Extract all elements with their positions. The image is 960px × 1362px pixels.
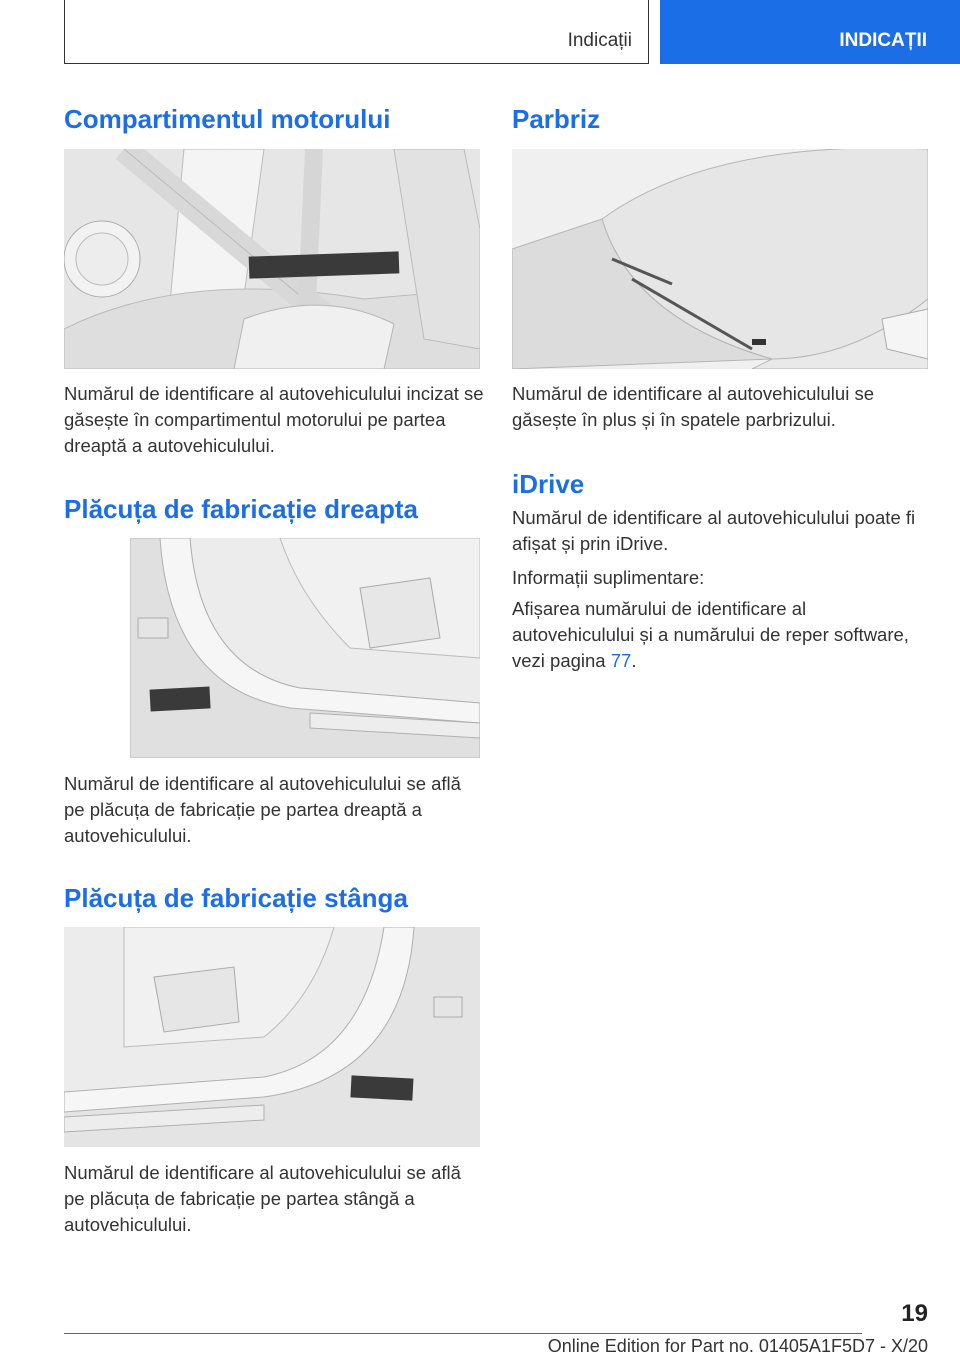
- more-info-label: Informații suplimentare:: [512, 567, 705, 588]
- plate-right-text: Numărul de identificare al autovehiculului se află pe plăcuța de fabricație pe partea dreaptă a autovehiculului.: [64, 773, 461, 846]
- header-section-title: Indicații: [567, 30, 632, 51]
- heading-plate-right: Plăcuța de fabricație dreapta: [64, 494, 419, 524]
- windshield-image: [512, 149, 928, 369]
- more-info-text-body: Afișarea numărului de identificare al autovehiculului și a numărului de reper software, vezi pagina: [512, 598, 909, 671]
- more-info-text: [512, 596, 932, 674]
- footer-edition: Online Edition for Part no. 01405A1F5D7 - X/20: [547, 1336, 928, 1356]
- plate-left-text: Numărul de identificare al autovehiculului se află pe plăcuța de fabricație pe partea stângă a autovehiculului.: [64, 1162, 461, 1235]
- header-chapter-tab[interactable]: [660, 0, 960, 64]
- footer-rule: [64, 1333, 862, 1334]
- header-frame: [64, 0, 649, 64]
- heading-idrive: iDrive: [512, 469, 585, 499]
- engine-compartment-image: [64, 149, 480, 369]
- plate-left-image: [64, 927, 480, 1147]
- heading-windshield: Parbriz: [512, 104, 601, 134]
- page-number: 19: [901, 1300, 928, 1327]
- idrive-text: Numărul de identificare al autovehiculului poate fi afișat și prin iDrive.: [512, 507, 916, 554]
- windshield-text: Numărul de identificare al autovehiculului se găsește în plus și în spatele parbrizului.: [512, 383, 874, 430]
- plate-right-image: [130, 538, 480, 758]
- page-reference-link[interactable]: 77: [610, 650, 632, 671]
- engine-compartment-text: Numărul de identificare al autovehiculului incizat se găsește în compartimentul motorului pe partea dreaptă a autovehiculului.: [64, 383, 484, 456]
- header-chapter-label: INDICAȚII: [839, 30, 927, 51]
- heading-plate-left: Plăcuța de fabricație stânga: [64, 883, 408, 913]
- heading-engine-compartment: Compartimentul motorului: [64, 104, 391, 134]
- more-info-text-end: .: [631, 650, 637, 671]
